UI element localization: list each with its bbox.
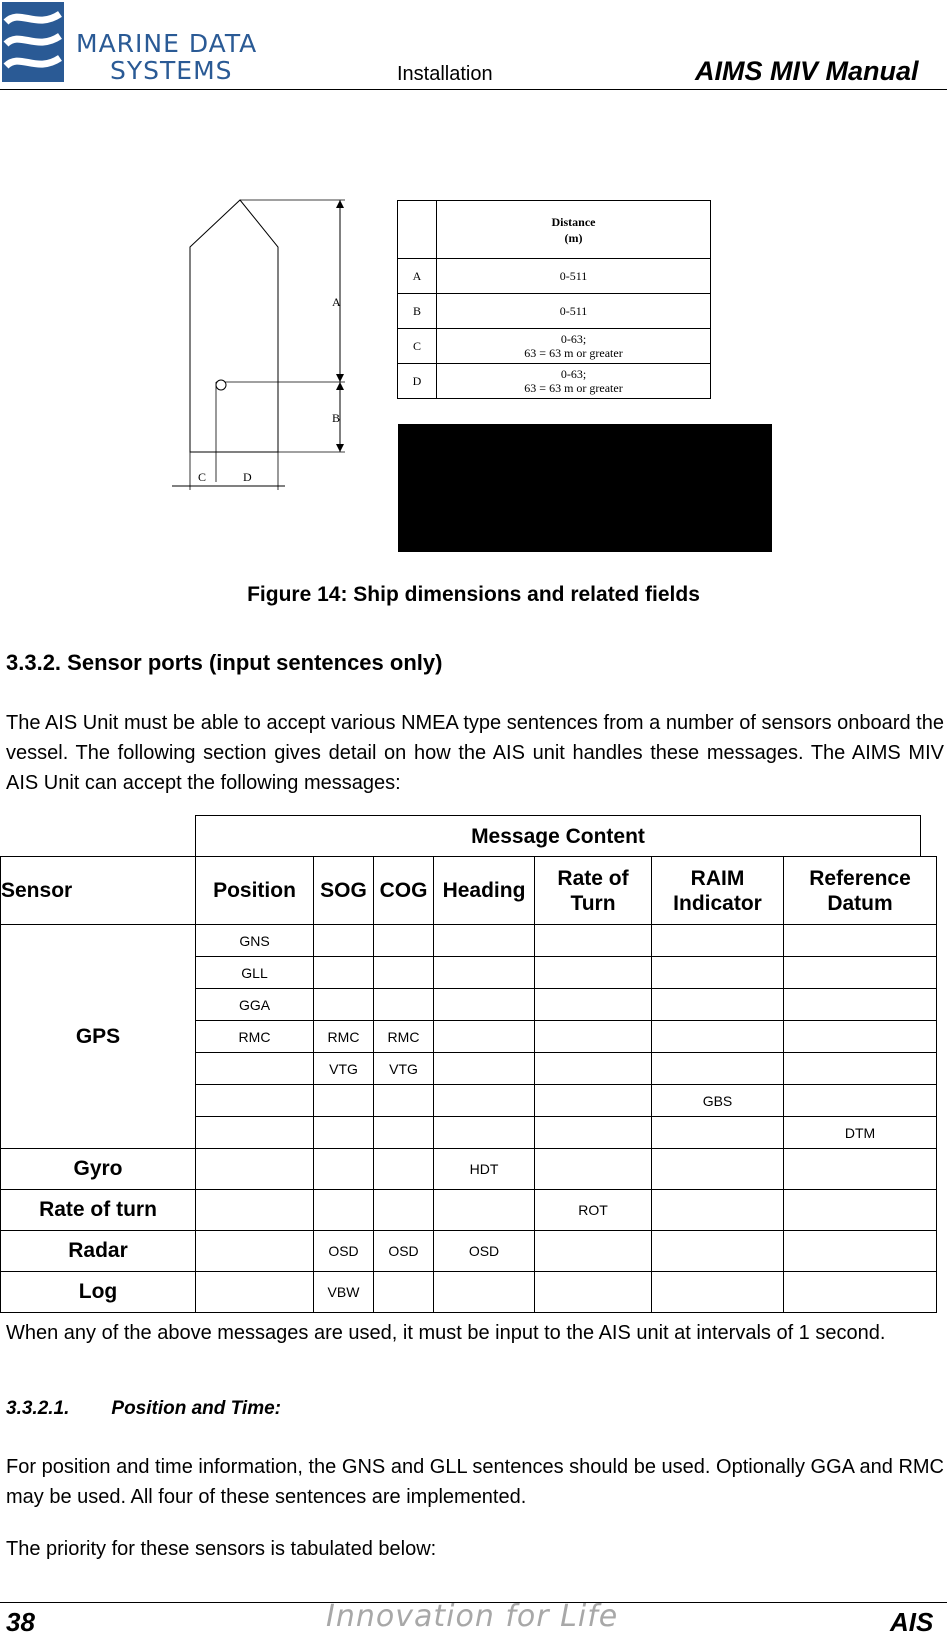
subsection-number: 3.3.2.1. xyxy=(6,1398,70,1419)
cell-rot xyxy=(535,957,652,989)
dims-key: B xyxy=(398,294,437,329)
cell-sog: VBW xyxy=(314,1272,374,1313)
cell-heading xyxy=(434,957,535,989)
table-row xyxy=(1,1272,937,1313)
table-header-row xyxy=(1,857,937,925)
cell-heading: OSD xyxy=(434,1231,535,1272)
cell-cog xyxy=(374,1190,434,1231)
cell-heading xyxy=(434,1190,535,1231)
header-raim-line-2: Indicator xyxy=(673,891,762,915)
dimensions-table xyxy=(397,200,711,399)
cell-cog xyxy=(374,1272,434,1313)
cell-heading xyxy=(434,1085,535,1117)
cell-ref xyxy=(784,1053,937,1085)
dim-b-arrow-bottom xyxy=(336,444,344,452)
dims-value-line-1: 0-63; xyxy=(560,367,587,381)
sensor-rate-of-turn: Rate of turn xyxy=(1,1190,196,1231)
dim-a-arrow-bottom xyxy=(336,374,344,382)
sensor-gps: GPS xyxy=(1,925,196,1149)
header-ref-line-2: Datum xyxy=(827,891,893,915)
ship-diagram xyxy=(160,190,390,500)
cell-raim xyxy=(652,1021,784,1053)
dims-value-line-1: 0-63; xyxy=(560,332,587,346)
cell-ref xyxy=(784,925,937,957)
cell-sog xyxy=(314,1190,374,1231)
dims-value-line-1: 0-511 xyxy=(559,268,588,283)
logo-text xyxy=(76,30,257,84)
cell-ref xyxy=(784,1021,937,1053)
cell-rot xyxy=(535,1117,652,1149)
header-cog: COG xyxy=(374,857,434,925)
header-reference-datum xyxy=(784,857,937,925)
dim-a-arrow-top xyxy=(336,200,344,208)
cell-ref xyxy=(784,1149,937,1190)
dims-value xyxy=(437,329,711,364)
dims-header-label: Distance xyxy=(551,214,596,229)
logo-line-1: MARINE DATA xyxy=(76,29,258,58)
label-d: D xyxy=(243,470,252,484)
footer-tagline: Innovation for Life xyxy=(326,1599,619,1634)
cell-position: GGA xyxy=(196,989,314,1021)
logo-line-2: SYSTEMS xyxy=(110,56,233,85)
header-sog: SOG xyxy=(314,857,374,925)
sensor-message-table xyxy=(0,856,937,1313)
cell-raim xyxy=(652,957,784,989)
cell-cog: RMC xyxy=(374,1021,434,1053)
dims-key: A xyxy=(398,259,437,294)
cell-ref xyxy=(784,1231,937,1272)
cell-raim xyxy=(652,1272,784,1313)
cell-rot xyxy=(535,1149,652,1190)
cell-sog xyxy=(314,1085,374,1117)
footer-chapter: AIS xyxy=(890,1607,934,1637)
cell-cog xyxy=(374,1117,434,1149)
paragraph-intro: The AIS Unit must be able to accept various NMEA type sentences from a number of sensors onboard the vessel. The following section gives detail on how the AIS unit handles these messages. The AIMS MIV AIS Unit can accept the following messages: xyxy=(6,712,944,794)
cell-cog xyxy=(374,989,434,1021)
cell-position: RMC xyxy=(196,1021,314,1053)
page-number: 38 xyxy=(6,1607,35,1637)
label-b: B xyxy=(332,411,341,425)
header-section: Installation xyxy=(397,63,493,85)
dims-key: D xyxy=(398,364,437,399)
header-raim-line-1: RAIM xyxy=(690,866,745,890)
cell-ref xyxy=(784,957,937,989)
cell-ref: DTM xyxy=(784,1117,937,1149)
table-row xyxy=(1,1231,937,1272)
cell-raim: GBS xyxy=(652,1085,784,1117)
cell-position xyxy=(196,1117,314,1149)
cell-heading xyxy=(434,925,535,957)
cell-raim xyxy=(652,1231,784,1272)
redacted-image xyxy=(398,424,772,552)
paragraph-interval: When any of the above messages are used, it must be input to the AIS unit at intervals of 1 second. xyxy=(6,1322,886,1344)
label-a: A xyxy=(332,295,341,309)
cell-cog xyxy=(374,957,434,989)
cell-heading xyxy=(434,1021,535,1053)
table-row xyxy=(1,1190,937,1231)
cell-heading xyxy=(434,1272,535,1313)
paragraph-priority: The priority for these sensors is tabulated below: xyxy=(6,1538,437,1560)
section-heading: 3.3.2. Sensor ports (input sentences only) xyxy=(6,650,443,675)
cell-ref xyxy=(784,989,937,1021)
cell-cog xyxy=(374,1085,434,1117)
message-content-header: Message Content xyxy=(195,815,921,857)
cell-sog xyxy=(314,989,374,1021)
table-row xyxy=(1,1149,937,1190)
label-c: C xyxy=(198,470,207,484)
table-row xyxy=(1,925,937,957)
cell-raim xyxy=(652,989,784,1021)
cell-sog xyxy=(314,1117,374,1149)
cell-raim xyxy=(652,925,784,957)
dims-value xyxy=(437,294,711,329)
cell-position xyxy=(196,1190,314,1231)
paragraph-position-time: For position and time information, the GNS and GLL sentences should be used. Optionally GGA and RMC may be used. All four of these sentences are implemented. xyxy=(6,1456,944,1508)
cell-rot xyxy=(535,1021,652,1053)
cell-position xyxy=(196,1231,314,1272)
cell-sog xyxy=(314,1149,374,1190)
cell-cog xyxy=(374,1149,434,1190)
dims-row xyxy=(398,329,711,364)
sensor-log: Log xyxy=(1,1272,196,1313)
cell-cog: VTG xyxy=(374,1053,434,1085)
cell-position xyxy=(196,1272,314,1313)
cell-sog xyxy=(314,957,374,989)
header-ref-line-1: Reference xyxy=(809,866,911,890)
cell-sog xyxy=(314,925,374,957)
dims-header-row xyxy=(398,201,711,259)
dims-row xyxy=(398,294,711,329)
dims-value-line-1: 0-511 xyxy=(559,303,588,318)
cell-rot xyxy=(535,1053,652,1085)
cell-position: GNS xyxy=(196,925,314,957)
cell-rot xyxy=(535,925,652,957)
cell-raim xyxy=(652,1190,784,1231)
cell-raim xyxy=(652,1149,784,1190)
cell-cog xyxy=(374,925,434,957)
dims-row xyxy=(398,364,711,399)
cell-raim xyxy=(652,1117,784,1149)
sensor-gyro: Gyro xyxy=(1,1149,196,1190)
dims-key: C xyxy=(398,329,437,364)
cell-position xyxy=(196,1053,314,1085)
dims-value xyxy=(437,259,711,294)
header-raim xyxy=(652,857,784,925)
dim-b-arrow-top xyxy=(336,382,344,390)
cell-position: GLL xyxy=(196,957,314,989)
cell-rot xyxy=(535,989,652,1021)
header-rule xyxy=(0,89,947,90)
header-rot-line-1: Rate of xyxy=(557,866,629,890)
cell-heading: HDT xyxy=(434,1149,535,1190)
subsection-heading xyxy=(6,1398,281,1420)
dims-header-unit: (m) xyxy=(564,230,583,245)
cell-position xyxy=(196,1149,314,1190)
cell-heading xyxy=(434,989,535,1021)
dims-value-line-2: 63 = 63 m or greater xyxy=(524,346,623,360)
header-sensor: Sensor xyxy=(1,857,196,925)
header-position: Position xyxy=(196,857,314,925)
cell-rot xyxy=(535,1085,652,1117)
header-rot-line-2: Turn xyxy=(570,891,616,915)
antenna-icon xyxy=(216,380,226,390)
header-title: AIMS MIV Manual xyxy=(695,56,919,86)
sensor-radar: Radar xyxy=(1,1231,196,1272)
header-rate-of-turn xyxy=(535,857,652,925)
dims-value xyxy=(437,364,711,399)
dims-value-line-2: 63 = 63 m or greater xyxy=(524,381,623,395)
cell-cog: OSD xyxy=(374,1231,434,1272)
cell-ref xyxy=(784,1085,937,1117)
cell-rot xyxy=(535,1231,652,1272)
cell-position xyxy=(196,1085,314,1117)
cell-ref xyxy=(784,1190,937,1231)
figure-caption: Figure 14: Ship dimensions and related fields xyxy=(247,583,700,606)
dims-corner-cell xyxy=(398,201,437,259)
cell-sog: OSD xyxy=(314,1231,374,1272)
cell-rot xyxy=(535,1272,652,1313)
subsection-title: Position and Time: xyxy=(111,1398,281,1419)
cell-heading xyxy=(434,1117,535,1149)
cell-sog: VTG xyxy=(314,1053,374,1085)
cell-heading xyxy=(434,1053,535,1085)
header-heading: Heading xyxy=(434,857,535,925)
cell-rot: ROT xyxy=(535,1190,652,1231)
cell-ref xyxy=(784,1272,937,1313)
cell-raim xyxy=(652,1053,784,1085)
cell-sog: RMC xyxy=(314,1021,374,1053)
dims-header-cell xyxy=(437,201,711,259)
dims-row xyxy=(398,259,711,294)
